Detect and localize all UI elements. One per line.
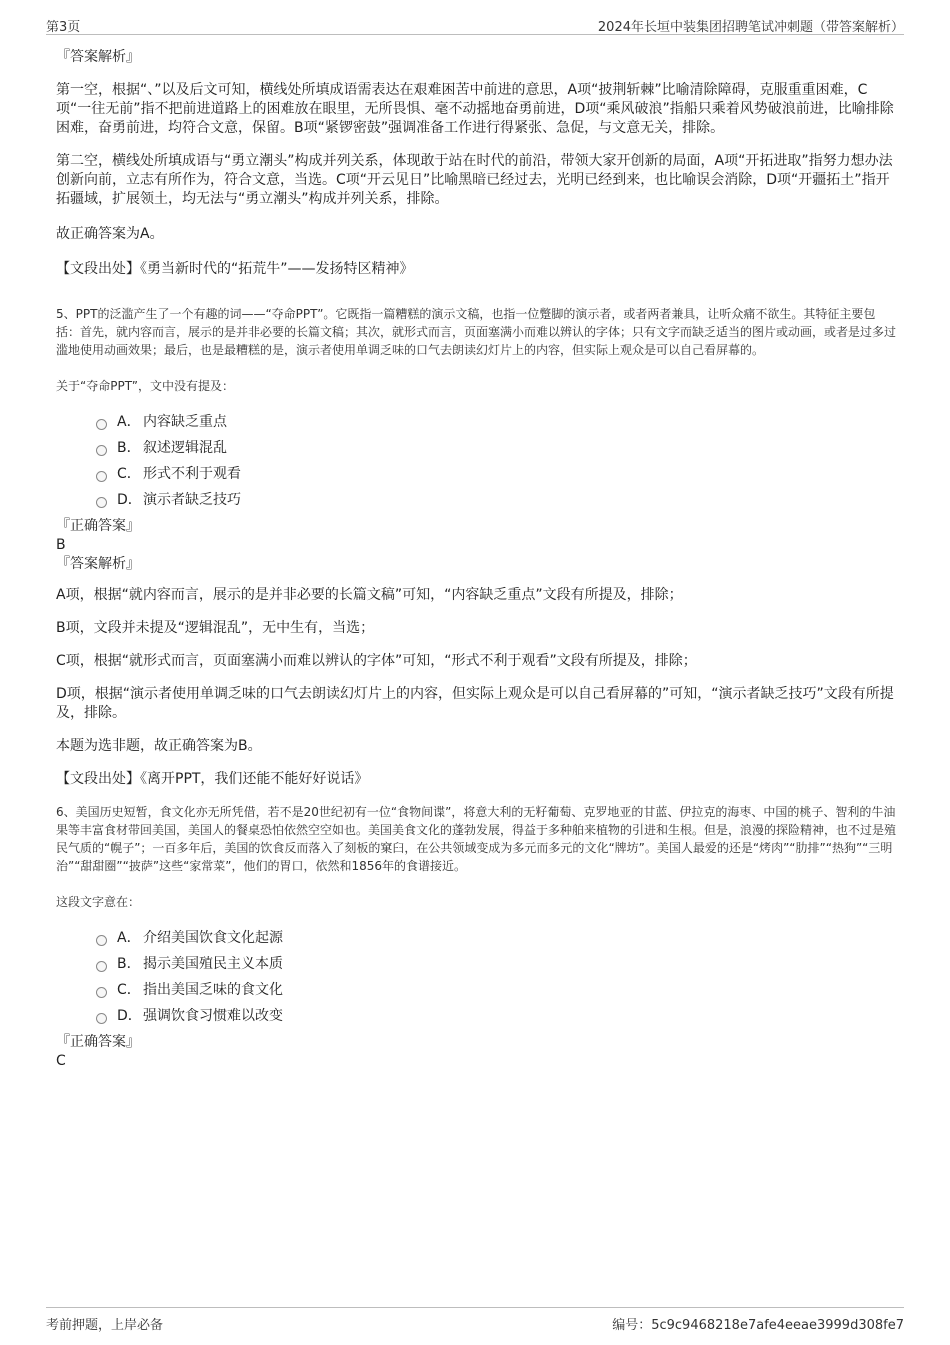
option-d[interactable] xyxy=(96,1003,898,1029)
option-a[interactable] xyxy=(96,409,898,435)
option-b[interactable] xyxy=(96,435,898,461)
question-prompt: 关于“夺命PPT”，文中没有提及： xyxy=(56,379,234,393)
option-c[interactable] xyxy=(96,461,898,487)
radio-icon[interactable] xyxy=(96,987,107,998)
option-letter: A． xyxy=(117,414,141,430)
option-text: 叙述逻辑混乱 xyxy=(143,440,227,456)
option-b[interactable] xyxy=(96,951,898,977)
question-prompt: 这段文字意在： xyxy=(56,895,141,909)
radio-icon[interactable] xyxy=(96,471,107,482)
question-stem: 5、PPT的泛滥产生了一个有趣的词——“夺命PPT”。它既指一篇糟糕的演示文稿，也指一位蹩脚的演示者，或者两者兼具，让听众痛不欲生。其特征主要包括：首先，就内容而言，展示的是并非必要的长篇文稿；其次，就形式而言，页面塞满小而难以辨认的字体；只有文字而缺乏适当的图片或动画，或者是过多过滥地使用动画效果；最后，也是最糟糕的是，演示者使用单调乏味的口气去朗读幻灯片上的内容，但实际上观众是可以自己看屏幕的。 xyxy=(56,307,897,357)
option-text: 强调饮食习惯难以改变 xyxy=(143,1008,283,1024)
option-d[interactable] xyxy=(96,487,898,513)
option-text: 形式不利于观看 xyxy=(143,466,241,482)
document-title: 2024年长垣中装集团招聘笔试冲刺题（带答案解析） xyxy=(597,20,904,35)
correct-answer: C xyxy=(56,1053,66,1069)
option-letter: C． xyxy=(117,982,141,998)
page-footer xyxy=(46,1307,904,1332)
analysis-heading: 『答案解析』 xyxy=(56,49,140,65)
page-content xyxy=(56,46,898,1071)
analysis-paragraph: C项，根据“就形式而言，页面塞满小而难以辨认的字体”可知，“形式不利于观看”文段有所提及，排除； xyxy=(56,653,697,669)
option-letter: A． xyxy=(117,930,141,946)
document-code: 编号：5c9c9468218e7afe4eeae3999d308fe7 xyxy=(612,1318,904,1333)
option-text: 内容缺乏重点 xyxy=(143,414,227,430)
analysis-paragraph: 第一空，根据“、”以及后文可知，横线处所填成语需表达在艰难困苦中前进的意思，A项“披荆斩棘”比喻清除障碍，克服重重困难，C项“一往无前”指不把前进道路上的困难放在眼里，无所畏惧、毫不动摇地奋勇前进，D项“乘风破浪”指船只乘着风势破浪前进，比喻排除困难，奋勇前进，均符合文意，保留。B项“紧锣密鼓”强调准备工作进行得紧张、急促，与文意无关，排除。 xyxy=(56,82,894,136)
radio-icon[interactable] xyxy=(96,935,107,946)
option-letter: B． xyxy=(117,440,141,456)
correct-answer: B xyxy=(56,537,66,553)
analysis-paragraph: B项，文段并未提及“逻辑混乱”，无中生有，当选； xyxy=(56,620,375,636)
radio-icon[interactable] xyxy=(96,445,107,456)
analysis-heading: 『答案解析』 xyxy=(56,556,140,572)
page-number: 第3页 xyxy=(46,20,81,35)
analysis-paragraph: D项，根据“演示者使用单调乏味的口气去朗读幻灯片上的内容，但实际上观众是可以自己看屏幕的”可知，“演示者缺乏技巧”文段有所提及，排除。 xyxy=(56,686,894,721)
analysis-paragraph: 本题为选非题，故正确答案为B。 xyxy=(56,738,262,754)
analysis-paragraph: A项，根据“就内容而言，展示的是并非必要的长篇文稿”可知，“内容缺乏重点”文段有所提及，排除； xyxy=(56,587,683,603)
footer-slogan: 考前押题，上岸必备 xyxy=(46,1318,164,1333)
radio-icon[interactable] xyxy=(96,419,107,430)
answer-heading: 『正确答案』 xyxy=(56,1034,140,1050)
option-letter: D． xyxy=(117,492,142,508)
option-text: 演示者缺乏技巧 xyxy=(143,492,241,508)
answer-heading: 『正确答案』 xyxy=(56,518,140,534)
option-c[interactable] xyxy=(96,977,898,1003)
radio-icon[interactable] xyxy=(96,961,107,972)
option-letter: C． xyxy=(117,466,141,482)
analysis-paragraph: 第二空，横线处所填成语与“勇立潮头”构成并列关系，体现敢于站在时代的前沿，带领大家开创新的局面，A项“开拓进取”指努力想办法创新向前，立志有所作为，符合文意，当选。C项“开云见日”比喻黑暗已经过去，光明已经到来，也比喻误会消除，D项“开疆拓土”指开拓疆域，扩展领土，均无法与“勇立潮头”构成并列关系，排除。 xyxy=(56,153,893,207)
radio-icon[interactable] xyxy=(96,1013,107,1024)
option-letter: B． xyxy=(117,956,141,972)
source-citation: 【文段出处】《离开PPT，我们还能不能好好说话》 xyxy=(56,771,369,787)
radio-icon[interactable] xyxy=(96,497,107,508)
option-text: 指出美国乏味的食文化 xyxy=(143,982,283,998)
page-header xyxy=(46,14,904,35)
option-letter: D． xyxy=(117,1008,142,1024)
option-list xyxy=(96,409,898,513)
analysis-paragraph: 故正确答案为A。 xyxy=(56,226,164,242)
question-stem: 6、美国历史短暂，食文化亦无所凭借，若不是20世纪初有一位“食物间谍”，将意大利的无籽葡萄、克罗地亚的甘蓝、伊拉克的海枣、中国的桃子、智利的牛油果等丰富食材带回美国，美国人的餐桌恐怕依然空空如也。美国美食文化的蓬勃发展，得益于多种舶来植物的引进和生根。但是，浪漫的探险精神，也不过是殖民气质的“幌子”；一百多年后，美国的饮食反而落入了刻板的窠臼，在公共领域变成为多元而多元的文化“牌坊”。美国人最爱的还是“烤肉”“肋排”“热狗”“三明治”“甜甜圈”“披萨”这些“家常菜”，他们的胃口，依然和1856年的食谱接近。 xyxy=(56,805,897,873)
option-list xyxy=(96,925,898,1029)
option-a[interactable] xyxy=(96,925,898,951)
option-text: 介绍美国饮食文化起源 xyxy=(143,930,283,946)
source-citation: 【文段出处】《勇当新时代的“拓荒牛”——发扬特区精神》 xyxy=(56,261,414,277)
option-text: 揭示美国殖民主义本质 xyxy=(143,956,283,972)
